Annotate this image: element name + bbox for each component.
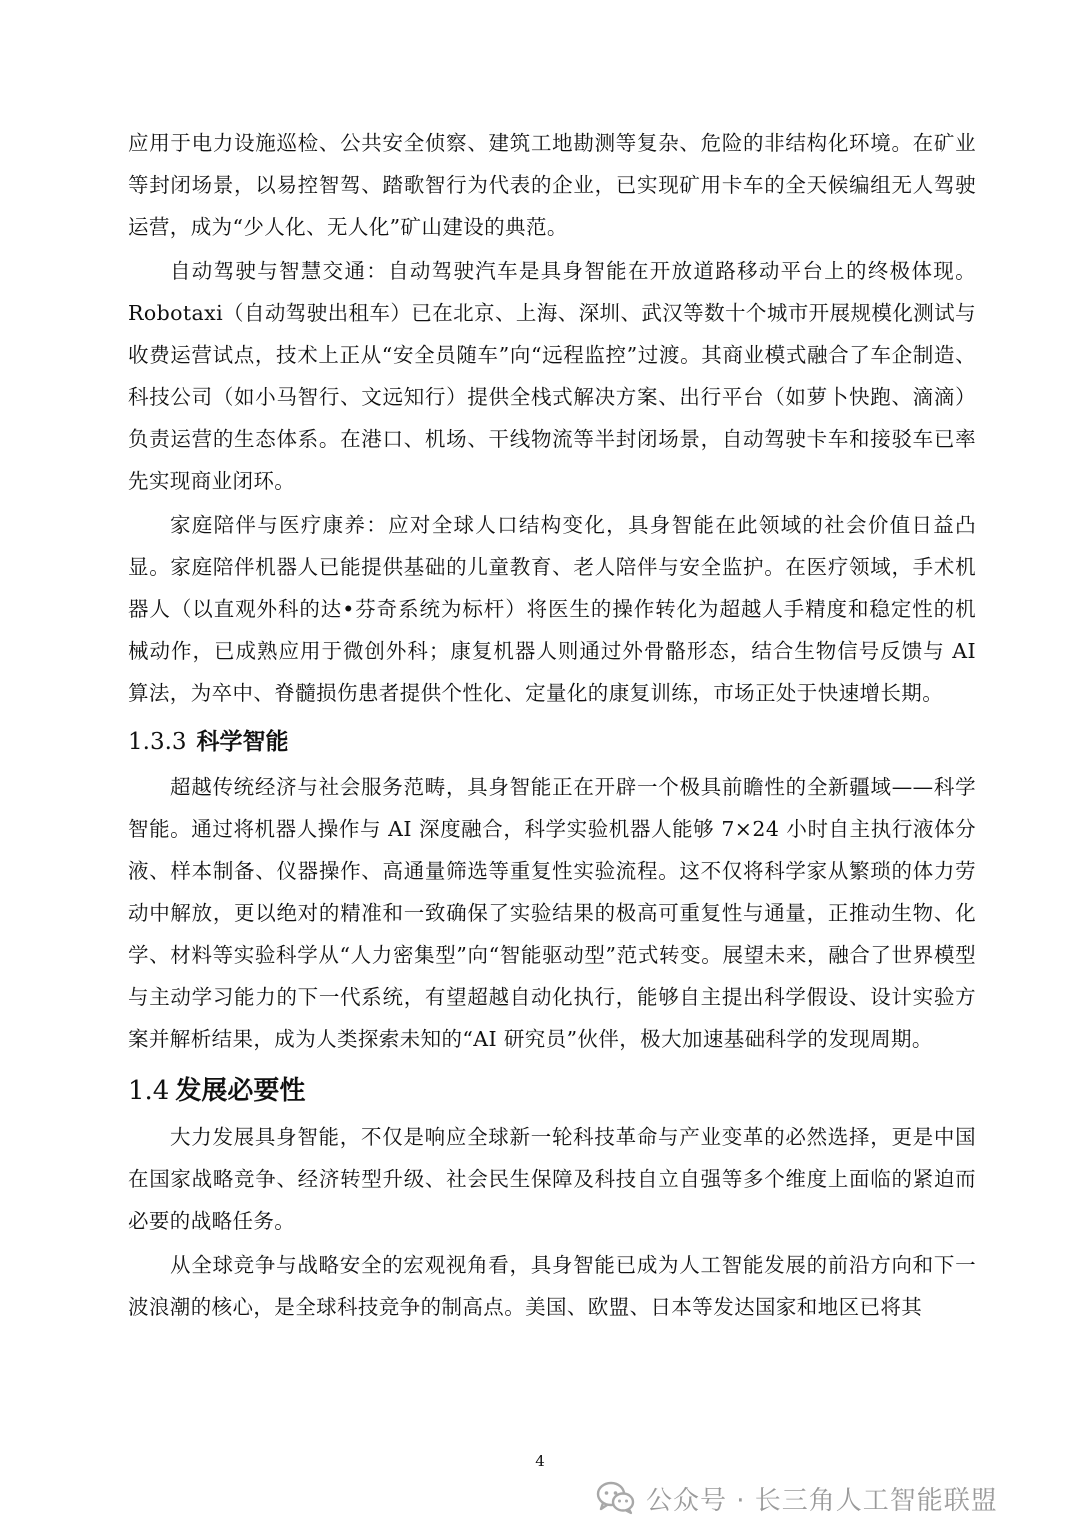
page-number: 4: [535, 1452, 545, 1470]
paragraph-mining: 应用于电力设施巡检、公共安全侦察、建筑工地勘测等复杂、危险的非结构化环境。在矿业等封闭场景，以易控智驾、踏歌智行为代表的企业，已实现矿用卡车的全天候编组无人驾驶运营，成为“少人化、无人化”矿山建设的典范。: [128, 131, 976, 239]
paragraph-science-intelligence: 超越传统经济与社会服务范畴，具身智能正在开辟一个极具前瞻性的全新疆域——科学智能。通过将机器人操作与 AI 深度融合，科学实验机器人能够 7×24 小时自主执行液体分液、样本制备、仪器操作、高通量筛选等重复性实验流程。这不仅将科学家从繁琐的体力劳动中解放，更以绝对的精准和一致确保了实验结果的极高可重复性与通量，正推动生物、化学、材料等实验科学从“人力密集型”向“智能驱动型”范式转变。展望未来，融合了世界模型与主动学习能力的下一代系统，有望超越自动化执行，能够自主提出科学假设、设计实验方案并解析结果，成为人类探索未知的“AI 研究员”伙伴，极大加速基础科学的发现周期。: [128, 775, 976, 1051]
paragraph-autonomous-driving: 自动驾驶与智慧交通：自动驾驶汽车是具身智能在开放道路移动平台上的终极体现。Robotaxi（自动驾驶出租车）已在北京、上海、深圳、武汉等数十个城市开展规模化测试与收费运营试点，技术上正从“安全员随车”向“远程监控”过渡。其商业模式融合了车企制造、科技公司（如小马智行、文远知行）提供全栈式解决方案、出行平台（如萝卜快跑、滴滴）负责运营的生态体系。在港口、机场、干线物流等半封闭场景，自动驾驶卡车和接驳车已率先实现商业闭环。: [128, 259, 976, 493]
paragraph-home-medical: 家庭陪伴与医疗康养：应对全球人口结构变化，具身智能在此领域的社会价值日益凸显。家庭陪伴机器人已能提供基础的儿童教育、老人陪伴与安全监护。在医疗领域，手术机器人（以直观外科的达•芬奇系统为标杆）将医生的操作转化为超越人手精度和稳定性的机械动作，已成熟应用于微创外科；康复机器人则通过外骨骼形态，结合生物信号反馈与 AI 算法，为卒中、脊髓损伤患者提供个性化、定量化的康复训练，市场正处于快速增长期。: [128, 513, 976, 705]
section-title: 发展必要性: [175, 1076, 306, 1106]
page-content: [128, 122, 976, 1328]
subsection-number: 1.3.3: [128, 729, 187, 755]
paragraph-global-competition: 从全球竞争与战略安全的宏观视角看，具身智能已成为人工智能发展的前沿方向和下一波浪潮的核心，是全球科技竞争的制高点。美国、欧盟、日本等发达国家和地区已将其: [128, 1253, 976, 1319]
subsection-heading: [128, 722, 976, 762]
subsection-title: 科学智能: [196, 729, 289, 755]
watermark-text: 公众号 · 长三角人工智能联盟: [646, 1485, 998, 1516]
section-number: 1.4: [128, 1076, 170, 1106]
wechat-icon: [596, 1481, 636, 1515]
paragraph-necessity: 大力发展具身智能，不仅是响应全球新一轮科技革命与产业变革的必然选择，更是中国在国家战略竞争、经济转型升级、社会民生保障及科技自立自强等多个维度上面临的紧迫而必要的战略任务。: [128, 1125, 976, 1233]
section-heading: [128, 1070, 976, 1112]
watermark: [596, 1476, 998, 1520]
